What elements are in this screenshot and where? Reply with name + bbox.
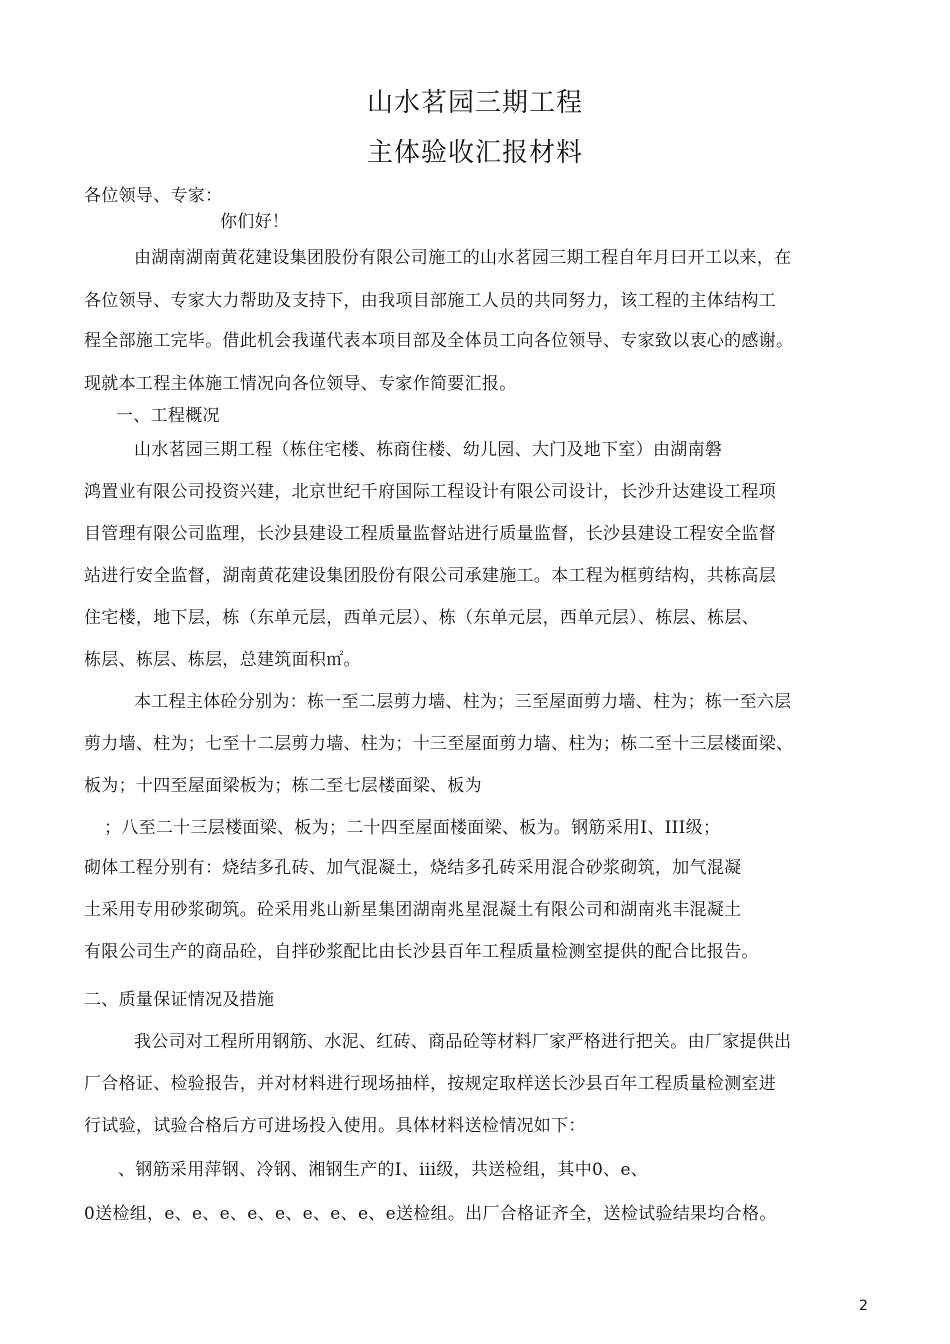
concrete-line: 砌体工程分别有：烧结多孔砖、加气混凝土，烧结多孔砖采用混合砂浆砌筑，加气混凝: [84, 858, 742, 878]
document-subtitle: 主体验收汇报材料: [366, 138, 583, 168]
overview-line: 山水茗园三期工程（栋住宅楼、栋商住楼、幼儿园、大门及地下室）由湖南磐: [134, 440, 723, 460]
overview-line: 住宅楼，地下层，栋（东单元层，西单元层）、栋（东单元层，西单元层）、栋层、栋层、: [84, 608, 759, 628]
intro-line: 由湖南湖南黄花建设集团股份有限公司施工的山水茗园三期工程自年月曰开工以来，在: [134, 248, 792, 268]
overview-line: 站进行安全监督，湖南黄花建设集团股份有限公司承建施工。本工程为框剪结构，共栋高层: [84, 566, 776, 586]
intro-line: 现就本工程主体施工情况向各位领导、专家作简要汇报。: [84, 374, 517, 394]
quality-line: 行试验，试验合格后方可进场投入使用。具体材料送检情况如下：: [84, 1116, 586, 1136]
concrete-line: 剪力墙、柱为；七至十二层剪力墙、柱为；十三至屋面剪力墙、柱为；栋二至十三层楼面梁、: [84, 734, 794, 754]
section-heading: 二、质量保证情况及措施: [84, 990, 275, 1010]
section-heading: 一、工程概况: [116, 406, 220, 426]
rebar-line: 0送检组，e、e、e、e、e、e、e、e、e送检组。出厂合格证齐全，送检试验结果均合格。: [84, 1204, 777, 1224]
intro-line: 各位领导、专家大力帮助及支持下，由我项目部施工人员的共同努力，该工程的主体结构工: [84, 291, 776, 311]
overview-line: 目管理有限公司监理，长沙县建设工程质量监督站进行质量监督，长沙县建设工程安全监督: [84, 524, 776, 544]
overview-line: 栋层、栋层、栋层，总建筑面积㎡。: [84, 650, 361, 670]
intro-line: 程全部施工完毕。借此机会我谨代表本项目部及全体员工向各位领导、专家致以衷心的感谢。: [84, 331, 794, 351]
concrete-line: 有限公司生产的商品砼，自拌砂浆配比由长沙县百年工程质量检测室提供的配合比报告。: [84, 942, 759, 962]
quality-line: 我公司对工程所用钢筋、水泥、红砖、商品砼等材料厂家严格进行把关。由厂家提供出: [134, 1032, 792, 1052]
page-number: 2: [859, 1298, 868, 1314]
overview-line: 鸿置业有限公司投资兴建，北京世纪千府国际工程设计有限公司设计，长沙升达建设工程项: [84, 482, 776, 502]
document-title: 山水茗园三期工程: [366, 88, 583, 118]
salutation: 各位领导、专家：: [84, 186, 223, 206]
concrete-line: ；八至二十三层楼面梁、板为；二十四至屋面楼面梁、板为。钢筋采用Ⅰ、III级；: [104, 818, 721, 838]
concrete-line: 板为；十四至屋面梁板为；栋二至七层楼面梁、板为: [84, 776, 482, 796]
quality-line: 厂合格证、检验报告，并对材料进行现场抽样，按规定取样送长沙县百年工程质量检测室进: [84, 1074, 776, 1094]
greeting: 你们好！: [220, 212, 290, 232]
concrete-line: 本工程主体砼分别为：栋一至二层剪力墙、柱为；三至屋面剪力墙、柱为；栋一至六层: [134, 692, 792, 712]
rebar-line: 、钢筋采用萍钢、冷钢、湘钢生产的Ⅰ、iii级，共送检组，其中0、e、: [118, 1160, 649, 1180]
concrete-line: 土采用专用砂浆砌筑。砼采用兆山新星集团湖南兆星混凝土有限公司和湖南兆丰混凝土: [84, 900, 742, 920]
